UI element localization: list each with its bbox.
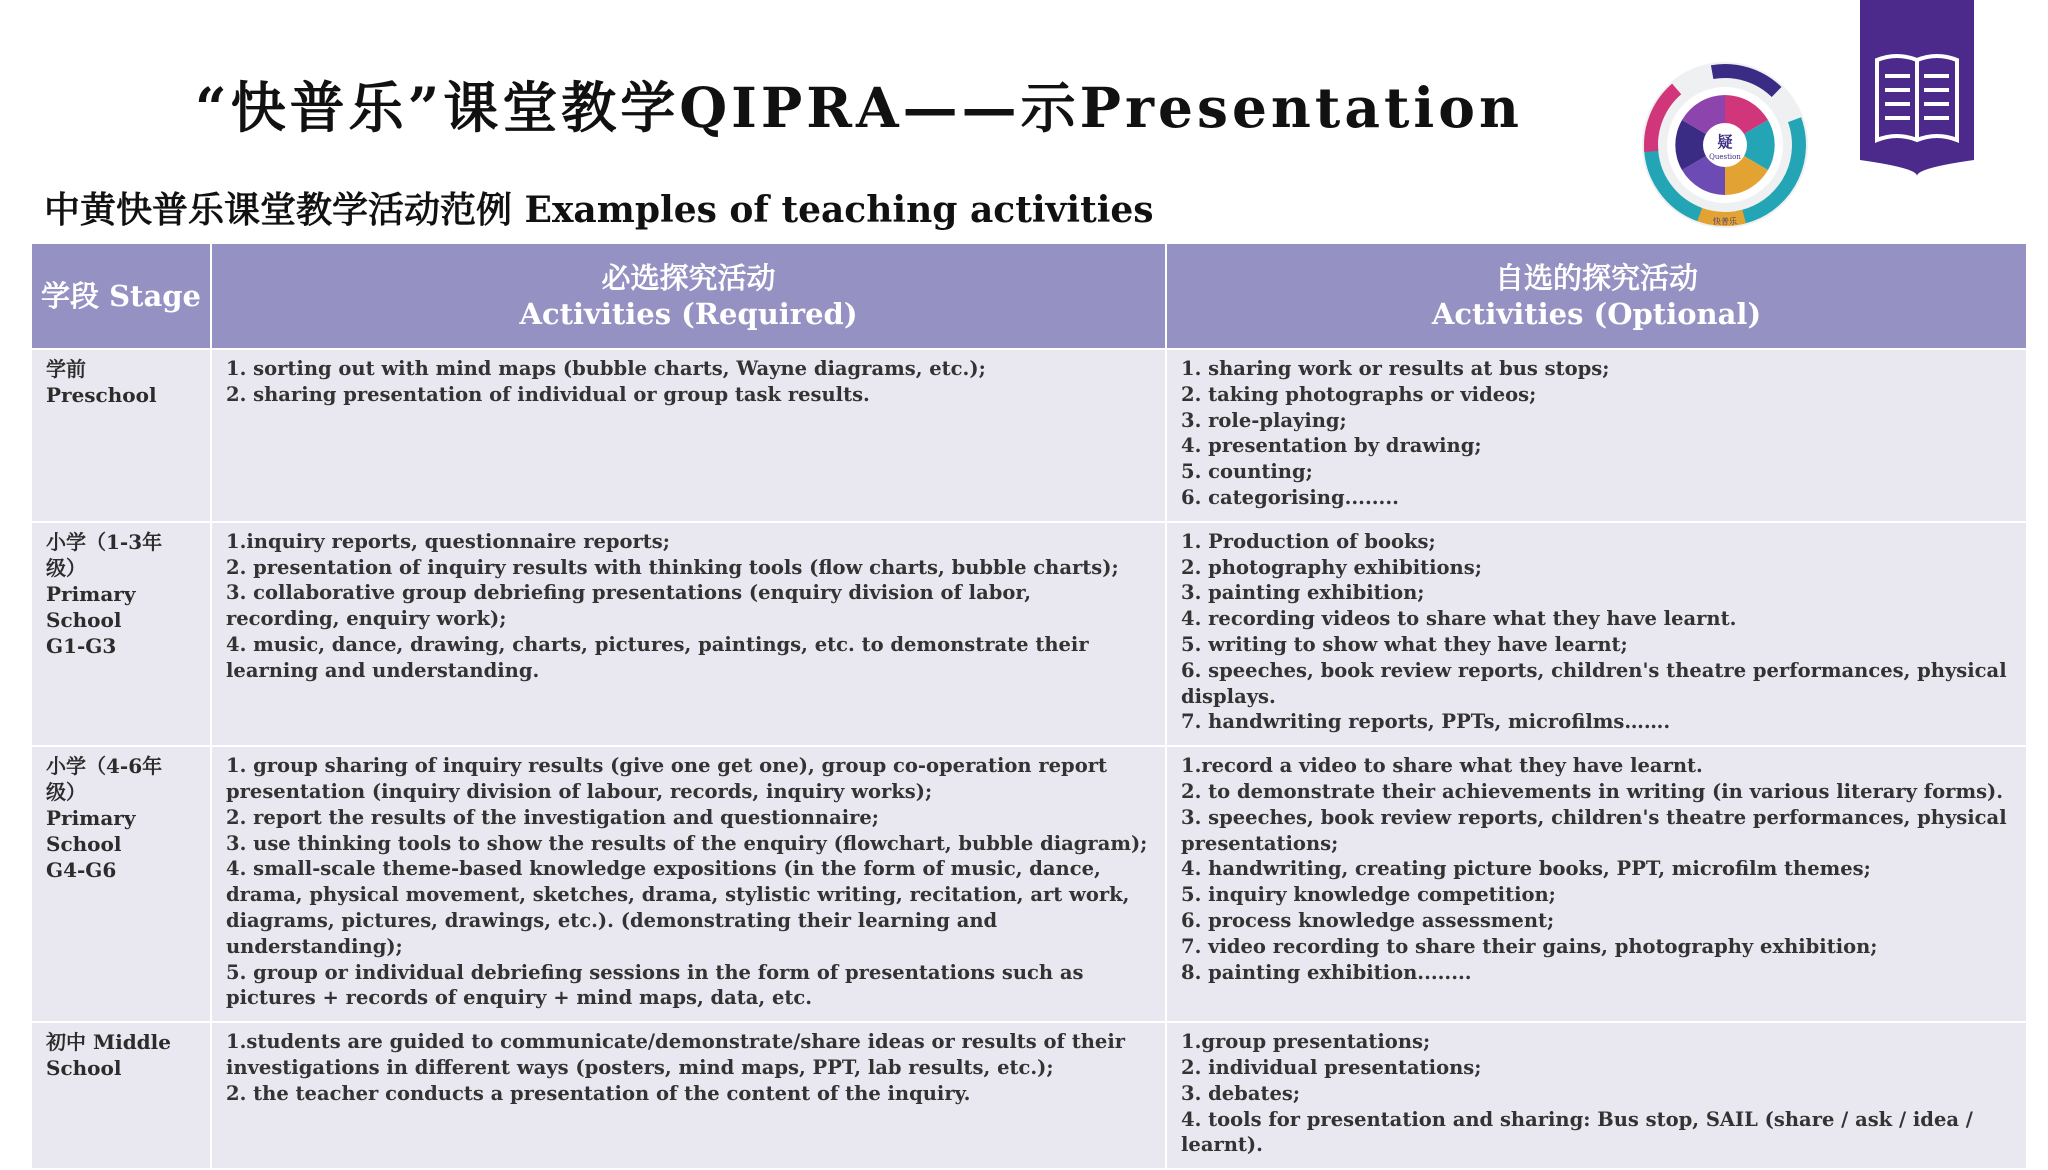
- book-shield-logo: [1860, 0, 1974, 176]
- activities-table: [30, 242, 2028, 1170]
- header-stage: 学段 Stage: [31, 243, 211, 349]
- stage-cell: 小学（1-3年级） Primary School G1-G3: [31, 522, 211, 746]
- page-title: “快普乐”课堂教学QIPRA——示Presentation: [195, 75, 1523, 140]
- table-row-middle-school: [31, 1022, 2027, 1169]
- optional-cell: 1.group presentations; 2. individual presentations; 3. debates; 4. tools for presentation and sharing: Bus stop, SAIL (share / ask / idea / learnt).: [1166, 1022, 2027, 1169]
- stage-cell: 小学（4-6年级） Primary School G4-G6: [31, 746, 211, 1022]
- header-required-en: Activities (Required): [519, 297, 858, 331]
- required-cell: 1. sorting out with mind maps (bubble charts, Wayne diagrams, etc.); 2. sharing presentation of individual or group task results.: [211, 349, 1166, 522]
- header-optional-en: Activities (Optional): [1431, 297, 1762, 331]
- header-optional-cn: 自选的探究活动: [1494, 261, 1698, 295]
- required-cell: 1. group sharing of inquiry results (give one get one), group co-operation report presentation (inquiry division of labour, records, inquiry works); 2. report the results of the investigation and questionnaire; 3. use thinking tools to show the results of the enquiry (flowchart, bubble diagram); 4. small-scale theme-based knowledge expositions (in the form of music, dance, drama, physical movement, sketches, drama, stylistic writing, recitation, art work, diagrams, pictures, drawings, etc.). (demonstrating their learning and understanding); 5. group or individual debriefing sessions in the form of presentations such as pictures + records of enquiry + mind maps, data, etc.: [211, 746, 1166, 1022]
- optional-cell: 1.record a video to share what they have learnt. 2. to demonstrate their achievements in writing (in various literary forms). 3. speeches, book review reports, children's theatre performances, physical presentations; 4. handwriting, creating picture books, PPT, microfilm themes; 5. inquiry knowledge competition; 6. process knowledge assessment; 7. video recording to share their gains, photography exhibition; 8. painting exhibition........: [1166, 746, 2027, 1022]
- required-cell: 1.inquiry reports, questionnaire reports; 2. presentation of inquiry results with thinking tools (flow charts, bubble charts); 3. collaborative group debriefing presentations (enquiry division of labor, recording, enquiry work); 4. music, dance, drawing, charts, pictures, paintings, etc. to demonstrate their learning and understanding.: [211, 522, 1166, 746]
- required-cell: 1.students are guided to communicate/demonstrate/share ideas or results of their investigations in different ways (posters, mind maps, PPT, lab results, etc.); 2. the teacher conducts a presentation of the content of the inquiry.: [211, 1022, 1166, 1169]
- header-required: [211, 243, 1166, 349]
- optional-cell: 1. sharing work or results at bus stops; 2. taking photographs or videos; 3. role-playing; 4. presentation by drawing; 5. counting; 6. categorising........: [1166, 349, 2027, 522]
- stage-cell: 初中 Middle School: [31, 1022, 211, 1169]
- optional-cell: 1. Production of books; 2. photography exhibitions; 3. painting exhibition; 4. recording videos to share what they have learnt. 5. writing to show what they have learnt; 6. speeches, book review reports, children's theatre performances, physical displays. 7. handwriting reports, PPTs, microfilms…….: [1166, 522, 2027, 746]
- logo-bottom-text: 快普乐: [1713, 217, 1737, 226]
- stage-cell: 学前 Preschool: [31, 349, 211, 522]
- table-header-row: [31, 243, 2027, 349]
- table-row-primary-g4-g6: [31, 746, 2027, 1022]
- logo-center-char: 疑: [1717, 133, 1733, 151]
- header-required-cn: 必选探究活动: [601, 261, 776, 295]
- page-subtitle: 中黄快普乐课堂教学活动范例 Examples of teaching activities: [44, 189, 1154, 231]
- logo-center-word: Question: [1709, 153, 1741, 161]
- qipra-wheel-logo: [1640, 60, 1810, 230]
- table-row-primary-g1-g3: [31, 522, 2027, 746]
- header-optional: [1166, 243, 2027, 349]
- table-row-preschool: [31, 349, 2027, 522]
